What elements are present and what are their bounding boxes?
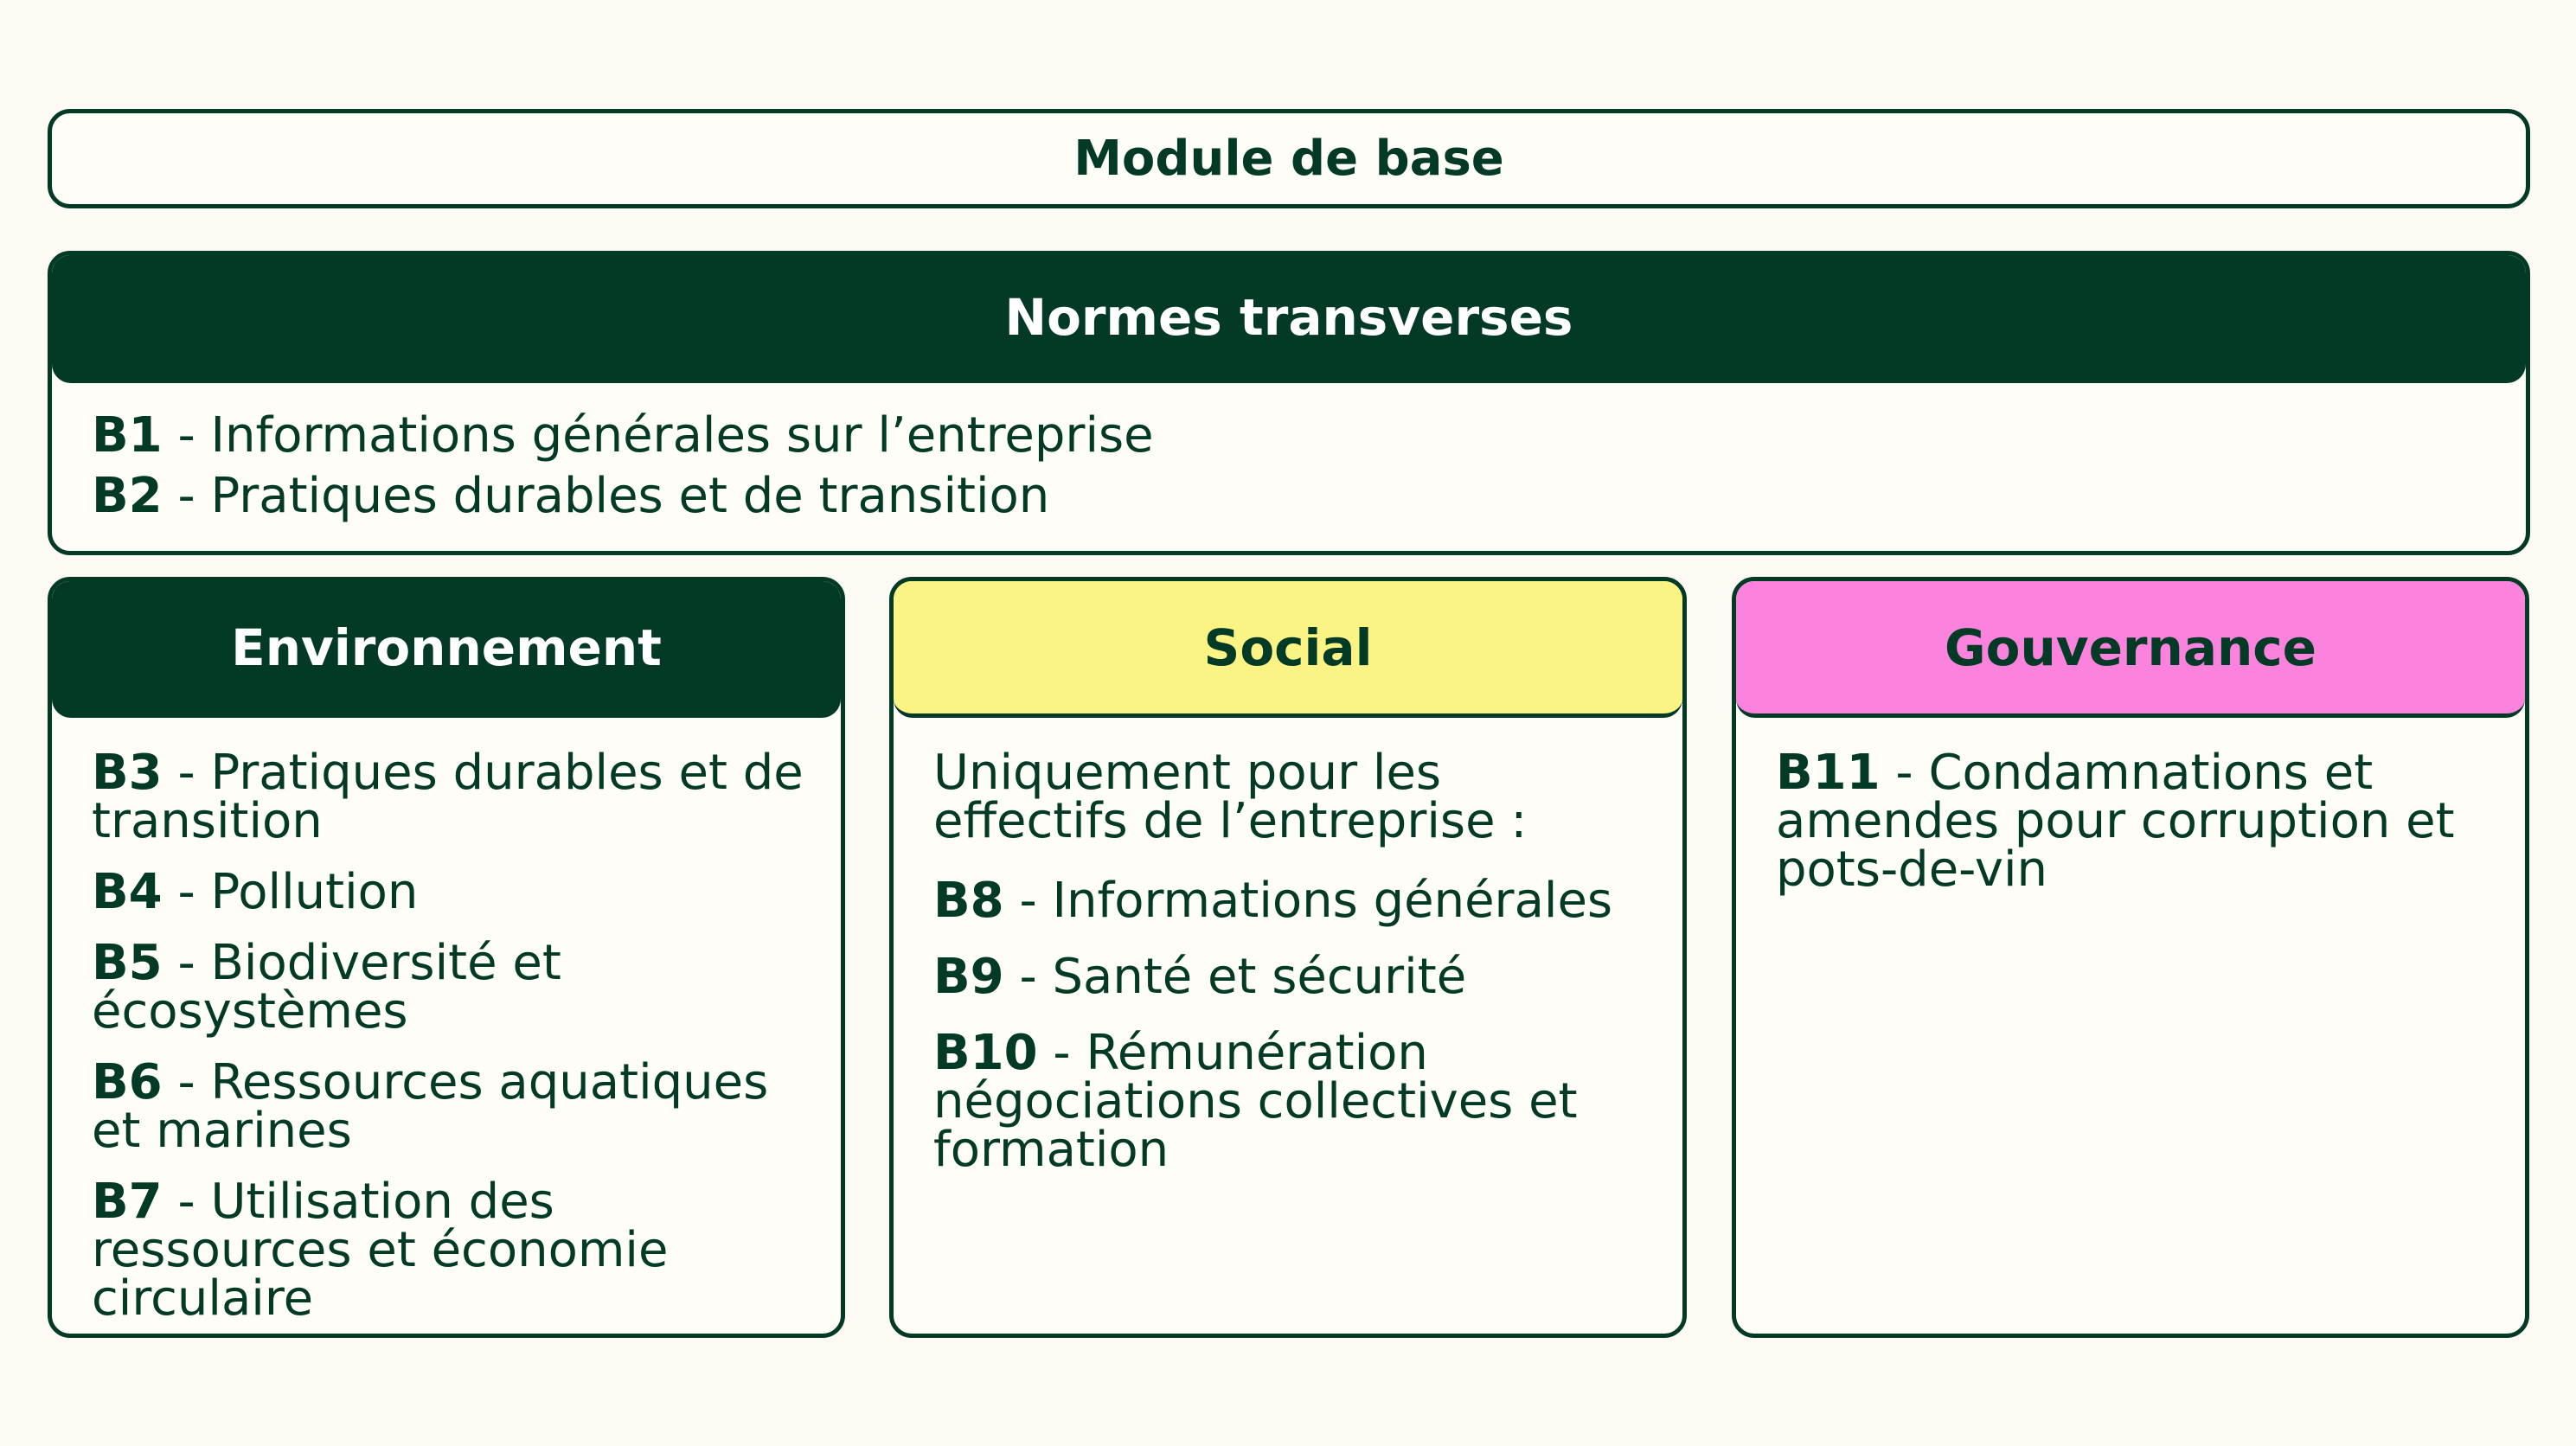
social-title: Social	[1203, 617, 1373, 677]
item-text: Pratiques durables et de transition	[210, 468, 1050, 524]
item-text: Informations générales sur l’entreprise	[210, 407, 1154, 464]
environment-header	[52, 581, 841, 718]
item-separator: -	[162, 1054, 211, 1110]
item-code: B9	[933, 949, 1004, 1005]
item-code: B7	[92, 1174, 163, 1230]
social-list	[894, 718, 1682, 1178]
item-text: Santé et sécurité	[1052, 949, 1467, 1005]
transverse-standards-title: Normes transverses	[1004, 287, 1573, 347]
item-text: Pratiques durables et de transition	[92, 745, 804, 849]
item-separator: -	[1003, 873, 1053, 929]
item-separator: -	[162, 935, 211, 991]
list-item	[933, 949, 1648, 1005]
item-text: Informations générales	[1052, 873, 1613, 929]
item-text: Ressources aquatiques et marines	[92, 1054, 769, 1159]
item-code: B4	[92, 864, 163, 920]
item-text: Utilisation des ressources et économie circulaire	[92, 1174, 669, 1327]
environment-title: Environnement	[231, 617, 662, 677]
item-code: B6	[92, 1054, 163, 1110]
list-item	[92, 406, 2526, 466]
governance-list	[1736, 718, 2525, 898]
social-header	[894, 581, 1682, 718]
item-code: B5	[92, 935, 163, 991]
list-item	[92, 935, 806, 1040]
module-base-box	[48, 109, 2530, 208]
list-item	[92, 1054, 806, 1159]
list-item	[92, 466, 2526, 527]
item-code: B8	[933, 873, 1004, 929]
social-column	[889, 577, 1687, 1338]
item-separator: -	[162, 1174, 211, 1230]
item-separator: -	[1003, 949, 1053, 1005]
governance-column	[1732, 577, 2529, 1338]
list-item	[92, 1174, 806, 1327]
list-item	[933, 873, 1648, 929]
item-text: Biodiversité et écosystèmes	[92, 935, 561, 1040]
transverse-standards-header	[52, 255, 2526, 383]
item-separator: -	[162, 407, 211, 464]
transverse-standards-box	[48, 251, 2530, 555]
governance-title: Gouvernance	[1945, 617, 2316, 677]
module-base-title: Module de base	[1073, 131, 1504, 187]
item-code: B1	[92, 407, 163, 464]
social-intro: Uniquement pour les effectifs de l’entreprise :	[933, 745, 1528, 849]
item-text: Pollution	[210, 864, 419, 920]
list-item	[92, 745, 806, 849]
item-separator: -	[1880, 745, 1929, 801]
item-separator: -	[1037, 1025, 1086, 1081]
governance-header	[1736, 581, 2525, 718]
list-item	[933, 1025, 1648, 1178]
environment-list	[52, 718, 841, 1327]
item-separator: -	[162, 745, 211, 801]
environment-column	[48, 577, 845, 1338]
item-code: B2	[92, 468, 163, 524]
item-code: B11	[1776, 745, 1881, 801]
transverse-standards-list	[52, 383, 2526, 527]
item-text: Condamnations et amendes pour corruption et pots-de-vin	[1776, 745, 2455, 898]
list-item	[92, 864, 806, 920]
list-item	[1776, 745, 2490, 898]
item-text: Rémunération négociations collectives et formation	[933, 1025, 1578, 1178]
item-code: B10	[933, 1025, 1038, 1081]
item-separator: -	[162, 864, 211, 920]
item-code: B3	[92, 745, 163, 801]
item-separator: -	[162, 468, 211, 524]
